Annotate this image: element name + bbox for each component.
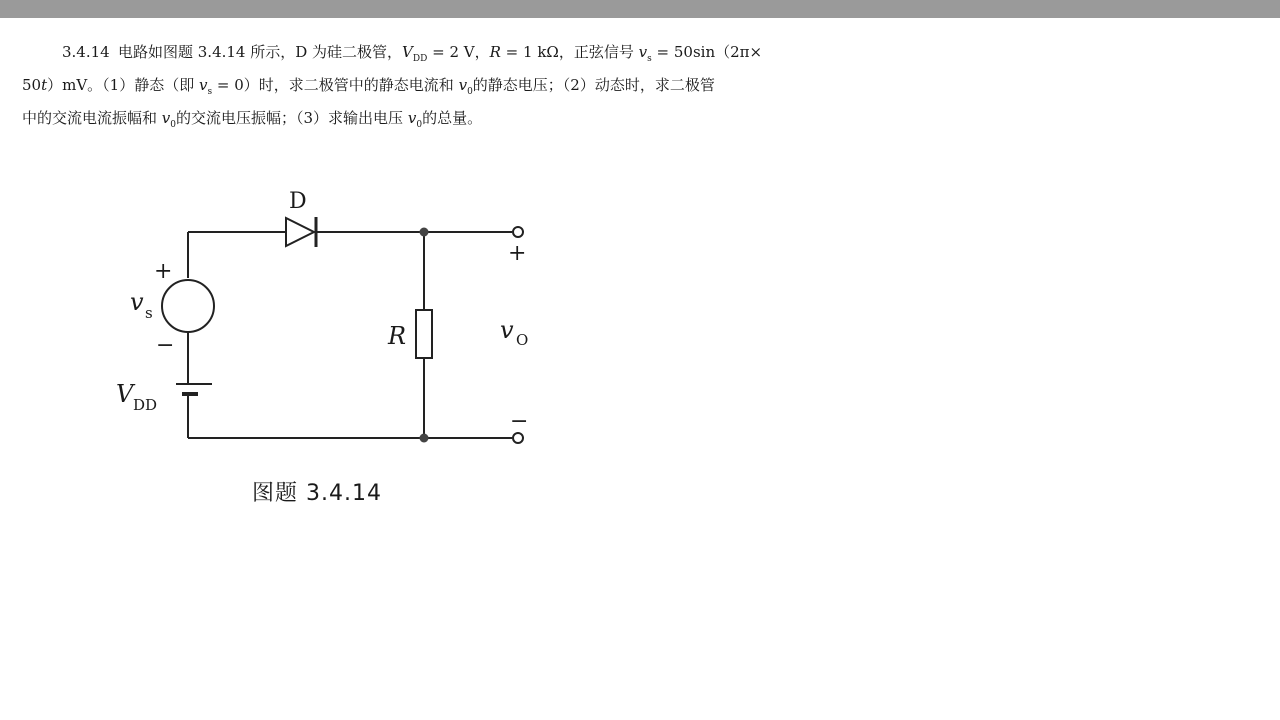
r-symbol: R xyxy=(489,43,501,61)
problem-text-segment: 的静态电压；（2）动态时，求二极管 xyxy=(472,76,715,94)
output-plus-sign: + xyxy=(508,241,527,266)
problem-text xyxy=(22,36,862,135)
vs-label-subscript: s xyxy=(145,304,153,322)
vs-minus-sign: − xyxy=(156,333,175,358)
output-terminal-top xyxy=(513,227,523,237)
vdd-symbol: V xyxy=(402,43,413,61)
vs-expression: = 50sin（2π× xyxy=(656,43,763,61)
vdd-value: = 2 V， xyxy=(432,43,490,61)
vo-subscript: 0 xyxy=(416,120,423,130)
vs-label: v xyxy=(130,288,144,316)
vs-symbol: v xyxy=(199,76,208,94)
junction-bottom xyxy=(420,434,429,443)
top-bar xyxy=(0,0,1280,18)
problem-text-segment: ）mV。（1）静态（即 xyxy=(47,76,195,94)
vo-symbol: v xyxy=(161,109,171,127)
vs-subscript: s xyxy=(647,54,652,64)
vdd-label-subscript: DD xyxy=(133,396,158,414)
vo-subscript: 0 xyxy=(170,120,177,130)
t-symbol: t xyxy=(41,76,48,94)
vdd-label: V xyxy=(116,380,134,408)
output-minus-sign: − xyxy=(510,409,529,434)
vs-plus-sign: + xyxy=(154,259,173,284)
figure-caption: 图题 3.4.14 xyxy=(252,481,382,506)
diode-label: D xyxy=(289,189,307,214)
vo-label-subscript: O xyxy=(516,331,529,349)
problem-text-segment: 中的交流电流振幅和 xyxy=(22,109,158,127)
circuit-diagram xyxy=(100,170,560,460)
vs-subscript: s xyxy=(207,87,213,97)
problem-line-3 xyxy=(22,102,862,135)
vo-label: v xyxy=(500,316,514,344)
problem-text-segment: 电路如图题 3.4.14 所示，D 为硅二极管， xyxy=(118,43,403,61)
vo-symbol: v xyxy=(458,76,468,94)
vs-symbol: v xyxy=(638,43,648,61)
vo-subscript: 0 xyxy=(467,87,473,97)
vo-symbol: v xyxy=(407,109,417,127)
problem-line-1 xyxy=(22,36,862,69)
problem-number: 3.4.14 xyxy=(62,43,110,61)
problem-text-segment: 50 xyxy=(22,76,42,94)
resistor-label: R xyxy=(388,322,407,350)
diode-triangle xyxy=(286,218,314,246)
output-terminal-bottom xyxy=(513,433,523,443)
resistor-body xyxy=(416,310,432,358)
problem-text-segment: = 0）时，求二极管中的静态电流和 xyxy=(216,76,454,94)
problem-line-2 xyxy=(22,69,862,102)
junction-top xyxy=(420,228,429,237)
vdd-subscript: DD xyxy=(412,54,428,64)
problem-text-segment: 的交流电压振幅；（3）求输出电压 xyxy=(176,109,404,127)
vs-source-circle xyxy=(162,280,214,332)
r-value: = 1 kΩ，正弦信号 xyxy=(505,43,634,61)
problem-text-segment: 的总量。 xyxy=(422,109,483,127)
